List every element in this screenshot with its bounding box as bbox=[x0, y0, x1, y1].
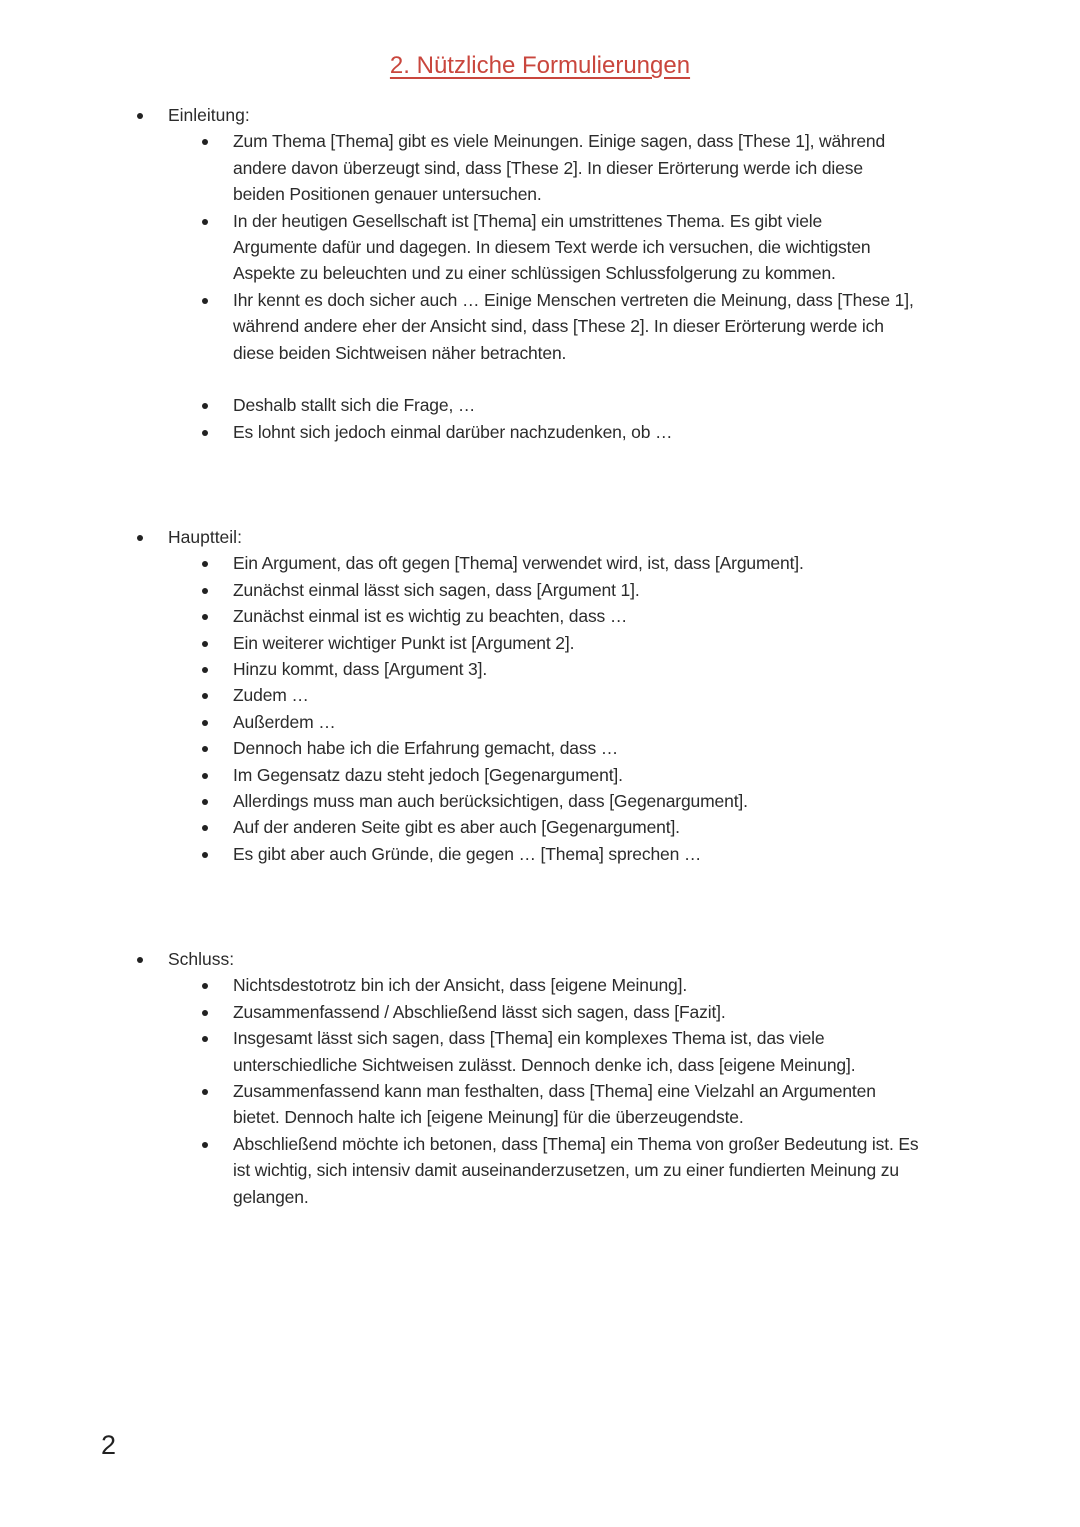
list-item-text: Ihr kennt es doch sicher auch … Einige Menschen vertreten die Meinung, dass [These 1], bbox=[233, 289, 914, 310]
bullet-icon bbox=[202, 825, 208, 831]
bullet-icon bbox=[202, 1142, 208, 1148]
list-item bbox=[233, 603, 804, 629]
list-item bbox=[233, 814, 804, 840]
list-item-text: Insgesamt lässt sich sagen, dass [Thema] ein komplexes Thema ist, das viele bbox=[233, 1028, 825, 1049]
list-item-text: Nichtsdestotrotz bin ich der Ansicht, dass [eigene Meinung]. bbox=[233, 975, 688, 996]
list-item-text: andere davon überzeugt sind, dass [These 2]. In dieser Erörterung werde ich diese bbox=[233, 157, 863, 178]
list-item bbox=[233, 841, 804, 867]
section-label: Einleitung: bbox=[168, 105, 250, 125]
bullet-icon bbox=[202, 219, 208, 225]
list-item-text: Zunächst einmal lässt sich sagen, dass [Argument 1]. bbox=[233, 579, 640, 600]
phrase-list bbox=[233, 972, 919, 1210]
list-item-text: Allerdings muss man auch berücksichtigen, dass [Gegenargument]. bbox=[233, 791, 748, 812]
list-item bbox=[233, 682, 804, 708]
bullet-icon bbox=[202, 983, 208, 989]
list-item-text: Es gibt aber auch Gründe, die gegen … [Thema] sprechen … bbox=[233, 843, 702, 864]
list-item-text: Außerdem … bbox=[233, 711, 336, 732]
bullet-icon bbox=[202, 667, 208, 673]
list-item-text: während andere eher der Ansicht sind, dass [These 2]. In dieser Erörterung werde ich bbox=[233, 316, 884, 337]
bullet-icon bbox=[202, 430, 208, 436]
list-item-text: Hinzu kommt, dass [Argument 3]. bbox=[233, 659, 488, 680]
list-item bbox=[233, 577, 804, 603]
bullet-icon bbox=[137, 535, 143, 541]
list-item-text: Im Gegensatz dazu steht jedoch [Gegenargument]. bbox=[233, 764, 623, 785]
list-item bbox=[233, 999, 919, 1025]
list-item-text: Zudem … bbox=[233, 685, 309, 706]
list-item bbox=[233, 762, 804, 788]
bullet-icon bbox=[202, 614, 208, 620]
bullet-icon bbox=[202, 403, 208, 409]
bullet-icon bbox=[202, 561, 208, 567]
bullet-icon bbox=[202, 720, 208, 726]
list-item bbox=[233, 630, 804, 656]
list-item bbox=[233, 550, 804, 576]
section-label: Schluss: bbox=[168, 949, 235, 969]
phrase-list bbox=[233, 128, 914, 445]
list-item bbox=[233, 735, 804, 761]
list-item-text: ist wichtig, sich intensiv damit auseinanderzusetzen, um zu einer fundierten Meinung zu bbox=[233, 1160, 899, 1181]
list-item-text: Zum Thema [Thema] gibt es viele Meinungen. Einige sagen, dass [These 1], während bbox=[233, 131, 886, 152]
section-label: Hauptteil: bbox=[168, 527, 242, 547]
bullet-icon bbox=[137, 957, 143, 963]
list-item bbox=[233, 419, 914, 445]
list-item-text: In der heutigen Gesellschaft ist [Thema] ein umstrittenes Thema. Es gibt viele bbox=[233, 210, 823, 231]
list-item-text: Aspekte zu beleuchten und zu einer schlüssigen Schlussfolgerung zu kommen. bbox=[233, 263, 836, 284]
list-item bbox=[233, 287, 914, 366]
bullet-icon bbox=[202, 1010, 208, 1016]
bullet-icon bbox=[202, 1036, 208, 1042]
bullet-icon bbox=[202, 588, 208, 594]
page-title-text: 2. Nützliche Formulierungen bbox=[389, 52, 691, 79]
list-item bbox=[233, 392, 914, 418]
list-item bbox=[233, 788, 804, 814]
bullet-icon bbox=[202, 139, 208, 145]
list-item bbox=[233, 709, 804, 735]
list-item bbox=[233, 656, 804, 682]
phrase-list bbox=[233, 550, 804, 867]
bullet-icon bbox=[202, 852, 208, 858]
list-item-text: gelangen. bbox=[233, 1186, 309, 1207]
bullet-icon bbox=[202, 773, 208, 779]
list-item-text: Zunächst einmal ist es wichtig zu beachten, dass … bbox=[233, 606, 628, 627]
list-item bbox=[233, 972, 919, 998]
list-item bbox=[233, 128, 914, 207]
list-item bbox=[233, 208, 914, 287]
bullet-icon bbox=[202, 746, 208, 752]
page-title bbox=[0, 52, 1080, 80]
list-item-text: Deshalb stallt sich die Frage, … bbox=[233, 395, 476, 416]
list-item-text: Dennoch habe ich die Erfahrung gemacht, dass … bbox=[233, 738, 619, 759]
list-item-text: unterschiedliche Sichtweisen zulässt. Dennoch denke ich, dass [eigene Meinung]. bbox=[233, 1054, 856, 1075]
list-item-text: diese beiden Sichtweisen näher betrachten. bbox=[233, 342, 567, 363]
list-item bbox=[233, 1078, 919, 1131]
list-item bbox=[233, 1025, 919, 1078]
bullet-icon bbox=[202, 693, 208, 699]
list-item-text: Zusammenfassend / Abschließend lässt sich sagen, dass [Fazit]. bbox=[233, 1001, 726, 1022]
list-item-text: Auf der anderen Seite gibt es aber auch [Gegenargument]. bbox=[233, 817, 680, 838]
bullet-icon bbox=[137, 113, 143, 119]
list-item-text: beiden Positionen genauer untersuchen. bbox=[233, 184, 542, 205]
list-item-text: Ein Argument, das oft gegen [Thema] verwendet wird, ist, dass [Argument]. bbox=[233, 553, 804, 574]
list-item-text: bietet. Dennoch halte ich [eigene Meinung] für die überzeugendste. bbox=[233, 1107, 744, 1128]
list-item-text: Zusammenfassend kann man festhalten, dass [Thema] eine Vielzahl an Argumenten bbox=[233, 1081, 876, 1102]
list-item-text: Abschließend möchte ich betonen, dass [Thema] ein Thema von großer Bedeutung ist. Es bbox=[233, 1133, 919, 1154]
list-item-text: Argumente dafür und dagegen. In diesem Text werde ich versuchen, die wichtigsten bbox=[233, 237, 871, 258]
bullet-icon bbox=[202, 641, 208, 647]
bullet-icon bbox=[202, 799, 208, 805]
bullet-icon bbox=[202, 298, 208, 304]
list-item-text: Ein weiterer wichtiger Punkt ist [Argument 2]. bbox=[233, 632, 575, 653]
bullet-icon bbox=[202, 1089, 208, 1095]
list-item-text: Es lohnt sich jedoch einmal darüber nachzudenken, ob … bbox=[233, 421, 673, 442]
spacer bbox=[233, 366, 914, 392]
list-item bbox=[233, 1131, 919, 1210]
page-number: 2 bbox=[101, 1430, 117, 1460]
